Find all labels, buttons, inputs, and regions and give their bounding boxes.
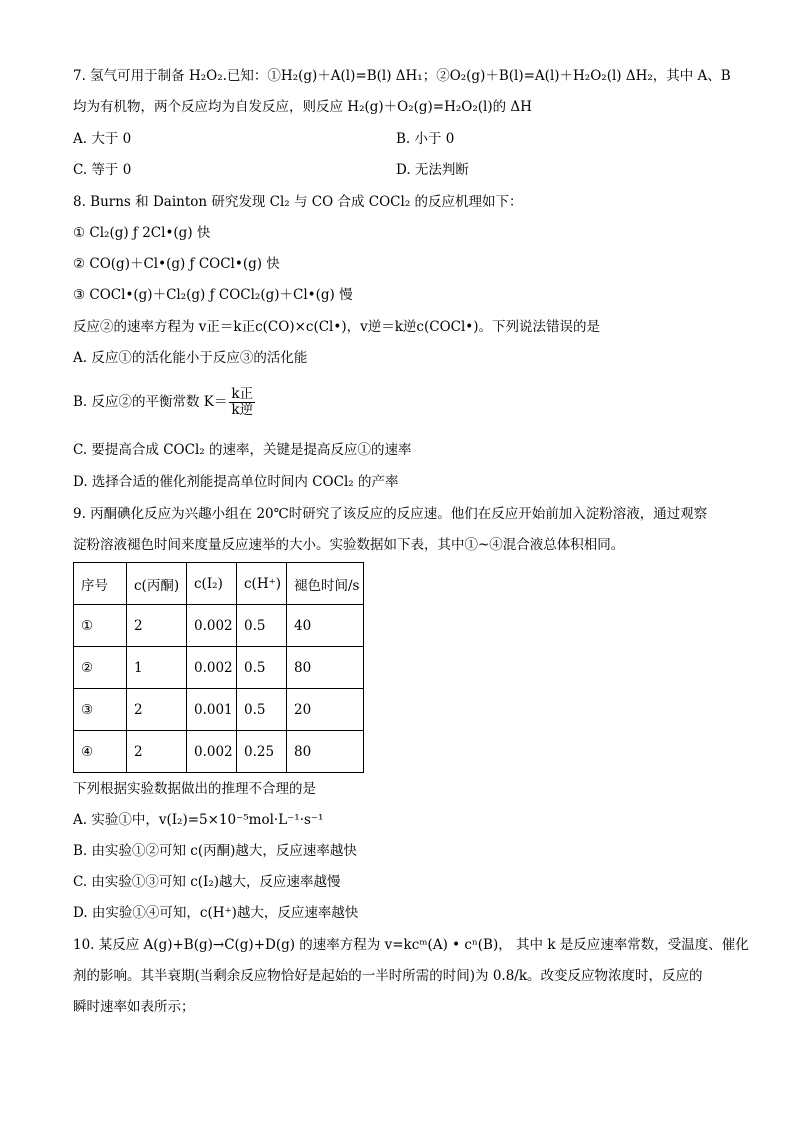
table-cell: 2 (127, 605, 187, 647)
q9-option-c: C. 由实验①③可知 c(I₂)越大，反应速率越慢 (73, 874, 341, 890)
table-header-cell: c(丙酮) (127, 563, 187, 605)
q7-option-a: A. 大于 0 (73, 131, 132, 147)
table-cell: 80 (287, 731, 364, 773)
table-row (74, 605, 364, 647)
q8-option-d: D. 选择合适的催化剂能提高单位时间内 COCl₂ 的产率 (73, 474, 399, 490)
table-cell: ② (74, 647, 127, 689)
table-cell: 80 (287, 647, 364, 689)
q8-option-b (73, 378, 255, 426)
table-cell: 0.25 (237, 731, 287, 773)
q7-option-d: D. 无法判断 (396, 162, 469, 178)
table-header-cell: 褪色时间/s (287, 563, 364, 605)
table-header-cell: c(H⁺) (237, 563, 287, 605)
table-cell: 0.002 (187, 647, 237, 689)
table-cell: 2 (127, 731, 187, 773)
q8-option-a: A. 反应①的活化能小于反应③的活化能 (73, 350, 308, 366)
table-cell: 2 (127, 689, 187, 731)
table-header-row (74, 563, 364, 605)
q7-stem-line-2: 均为有机物，两个反应均为自发反应，则反应 H₂(g)＋O₂(g)=H₂O₂(l)的 ΔH (73, 99, 532, 115)
q8-stem: 8. Burns 和 Dainton 研究发现 Cl₂ 与 CO 合成 COCl₂ 的反应机理如下： (73, 194, 523, 210)
q8-step-1: ① Cl₂(g) ƒ 2Cl•(g) 快 (73, 225, 211, 241)
table-cell: 1 (127, 647, 187, 689)
q8-step-3: ③ COCl•(g)＋Cl₂(g) ƒ COCl₂(g)＋Cl•(g) 慢 (73, 287, 353, 303)
table-row (74, 731, 364, 773)
q10-stem-line-3: 瞬时速率如表所示； (73, 999, 195, 1015)
table-cell: 20 (287, 689, 364, 731)
q8-rate-equation: 反应②的速率方程为 v正＝k正c(CO)×c(Cl•)，v逆＝k逆c(COCl•)。下列说法错误的是 (73, 319, 601, 335)
q9-stem-line-1: 9. 丙酮碘化反应为兴趣小组在 20℃时研究了该反应的反应速。他们在反应开始前加入淀粉溶液，通过观察 (73, 506, 708, 522)
q9-option-a: A. 实验①中，v(I₂)=5×10⁻⁵mol·L⁻¹·s⁻¹ (73, 812, 324, 828)
table-cell: 0.002 (187, 605, 237, 647)
q8-option-c: C. 要提高合成 COCl₂ 的速率，关键是提高反应①的速率 (73, 442, 412, 458)
table-cell: ④ (74, 731, 127, 773)
table-cell: 0.001 (187, 689, 237, 731)
table-cell: 0.5 (237, 647, 287, 689)
table-cell: ③ (74, 689, 127, 731)
fraction-numerator: k正 (231, 386, 254, 402)
q9-option-b: B. 由实验①②可知 c(丙酮)越大，反应速率越快 (73, 843, 357, 859)
table-row (74, 689, 364, 731)
q8-option-b-text: B. 反应②的平衡常数 K＝ (73, 394, 228, 410)
table-cell: 40 (287, 605, 364, 647)
q7-stem-line-1: 7. 氢气可用于制备 H₂O₂.已知：①H₂(g)＋A(l)=B(l) ΔH₁；②O₂(g)＋B(l)=A(l)＋H₂O₂(l) ΔH₂，其中 A、B (73, 68, 731, 84)
table-row (74, 647, 364, 689)
table-cell: 0.5 (237, 605, 287, 647)
q9-stem-line-2: 淀粉溶液褪色时间来度量反应速举的大小。实验数据如下表，其中①~④混合液总体积相同。 (73, 537, 625, 553)
q10-stem-line-1: 10. 某反应 A(g)+B(g)→C(g)+D(g) 的速率方程为 v=kcᵐ(A) • cⁿ(B)， 其中 k 是反应速率常数，受温度、催化 (73, 937, 749, 953)
q8-option-b-fraction (229, 387, 255, 418)
q7-option-b: B. 小于 0 (396, 131, 455, 147)
q10-stem-line-2: 剂的影响。其半衰期(当剩余反应物恰好是起始的一半时所需的时间)为 0.8/k。改变反应物浓度时，反应的 (73, 968, 703, 984)
table-header-cell: c(I₂) (187, 563, 237, 605)
fraction-denominator: k逆 (231, 402, 254, 418)
q9-data-table (73, 562, 364, 773)
table-cell: ① (74, 605, 127, 647)
table-cell: 0.5 (237, 689, 287, 731)
q8-step-2: ② CO(g)＋Cl•(g) ƒ COCl•(g) 快 (73, 256, 280, 272)
q9-after-table: 下列根据实验数据做出的推理不合理的是 (73, 781, 316, 797)
table-header-cell: 序号 (74, 563, 127, 605)
q9-option-d: D. 由实验①④可知，c(H⁺)越大，反应速率越快 (73, 905, 359, 921)
q7-option-c: C. 等于 0 (73, 162, 132, 178)
table-cell: 0.002 (187, 731, 237, 773)
